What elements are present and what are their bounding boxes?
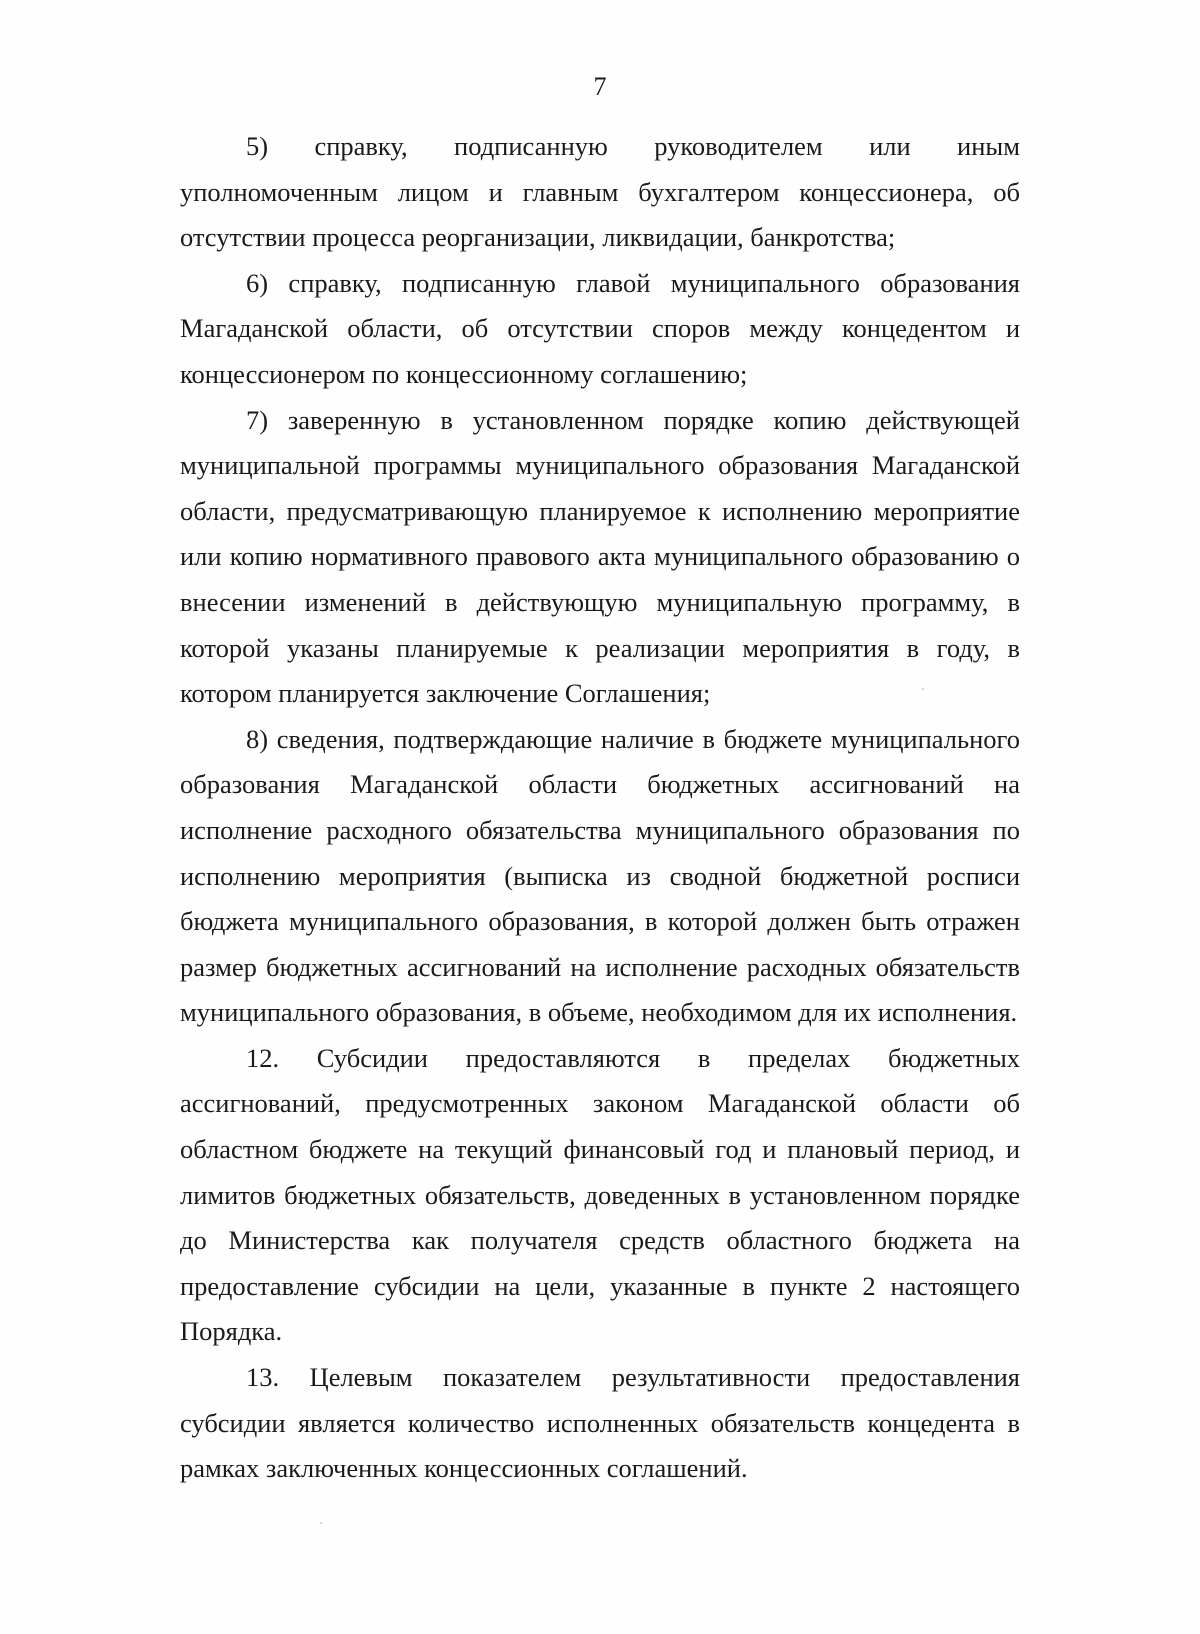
paragraph-clause-13: 13. Целевым показателем результативности предоставления субсидии является количество исполненных обязательств концедента в рамках заключенных концессионных соглашений. (180, 1362, 1020, 1484)
document-body (180, 124, 1020, 1492)
paragraph-clause-12: 12. Субсидии предоставляются в пределах бюджетных ассигнований, предусмотренных законом Магаданской области об областном бюджете на текущий финансовый год и плановый период, и лимитов бюджетных обязательств, доведенных в установленном порядке до Министерства как получателя средств областного бюджета на предоставление субсидии на цели, указанные в пункте 2 настоящего Порядка. (180, 1042, 1020, 1347)
paragraph-item-5: 5) справку, подписанную руководителем или иным уполномоченным лицом и главным бухгалтером концессионера, об отсутствии процесса реорганизации, ликвидации, банкротства; (180, 131, 1020, 253)
scan-speck (320, 1522, 322, 1524)
paragraph-item-8: 8) сведения, подтверждающие наличие в бюджете муниципального образования Магаданской области бюджетных ассигнований на исполнение расходного обязательства муниципального образования по исполнению мероприятия (выписка из сводной бюджетной росписи бюджета муниципального образования, в которой должен быть отражен размер бюджетных ассигнований на исполнение расходных обязательств муниципального образования, в объеме, необходимом для их исполнения. (180, 723, 1020, 1028)
paragraph-item-7: 7) заверенную в установленном порядке копию действующей муниципальной программы муниципального образования Магаданской области, предусматривающую планируемое к исполнению мероприятие или копию нормативного правового акта муниципального образованию о внесении изменений в действующую муниципальную программу, в которой указаны планируемые к реализации мероприятия в году, в котором планируется заключение Соглашения; (180, 404, 1020, 709)
scan-speck (922, 688, 924, 690)
paragraph-item-6: 6) справку, подписанную главой муниципального образования Магаданской области, об отсутствии споров между концедентом и концессионером по концессионному соглашению; (180, 267, 1020, 389)
page-number: 7 (593, 72, 607, 101)
